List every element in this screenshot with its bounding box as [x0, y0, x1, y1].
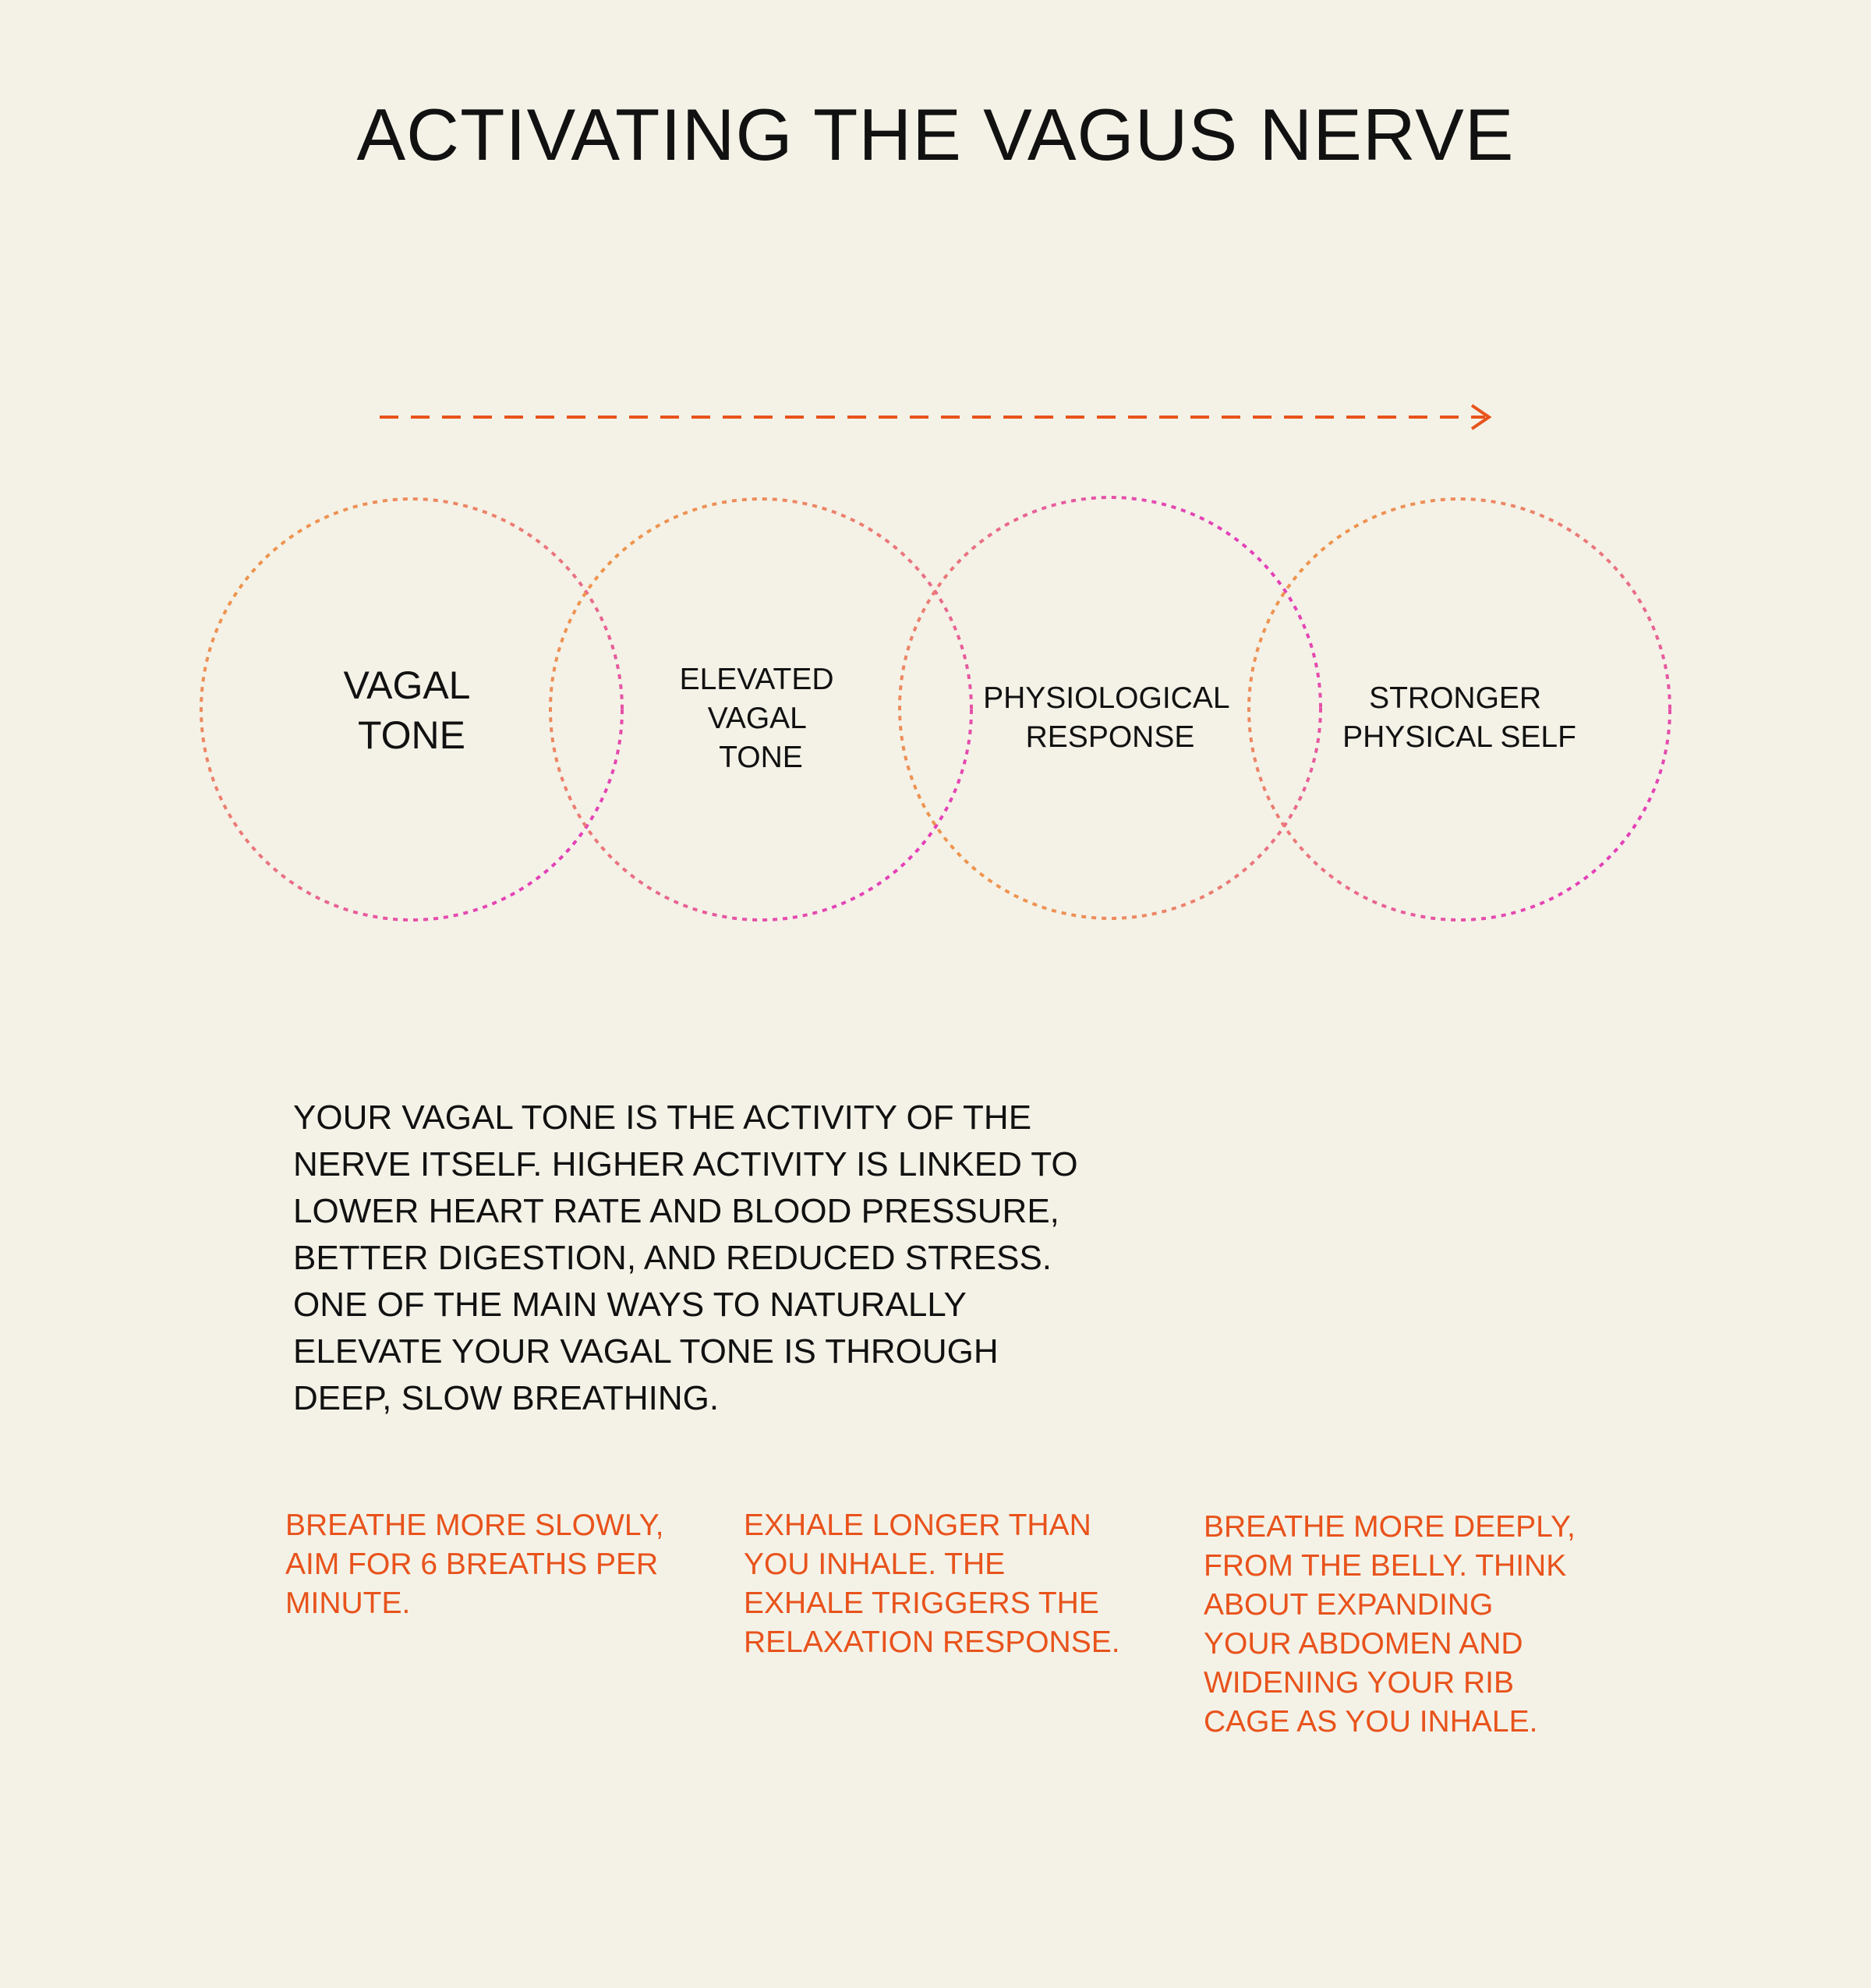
- stage-labels: [343, 663, 1576, 774]
- page-title: ACTIVATING THE VAGUS NERVE: [356, 94, 1515, 175]
- breathing-tip-deep: BREATHE MORE DEEPLY, FROM THE BELLY. THINK ABOUT EXPANDING YOUR ABDOMEN AND WIDENING YOUR RIB CAGE AS YOU INHALE.: [1204, 1510, 1576, 1739]
- stage-label-3-line-1: PHYSIOLOGICAL: [983, 681, 1229, 715]
- breathing-tip-slow: BREATHE MORE SLOWLY, AIM FOR 6 BREATHS PER MINUTE.: [285, 1509, 664, 1620]
- stage-label-2-line-2: VAGAL: [707, 702, 806, 735]
- stage-label-1: [343, 663, 479, 757]
- stage-label-1-line-1: VAGAL: [343, 663, 469, 707]
- stage-label-3: [983, 681, 1237, 754]
- breathing-tip-exhale: EXHALE LONGER THAN YOU INHALE. THE EXHALE TRIGGERS THE RELAXATION RESPONSE.: [744, 1509, 1120, 1659]
- stage-label-4-line-1: STRONGER: [1369, 681, 1542, 715]
- stage-label-3-line-2: RESPONSE: [1025, 720, 1195, 754]
- stage-label-2-line-1: ELEVATED: [679, 663, 834, 696]
- stage-label-2: [680, 663, 843, 774]
- progress-arrow: [380, 405, 1489, 429]
- stage-label-4: [1342, 681, 1576, 754]
- vagal-tone-description: YOUR VAGAL TONE IS THE ACTIVITY OF THE NERVE ITSELF. HIGHER ACTIVITY IS LINKED TO LOWER HEART RATE AND BLOOD PRESSURE, BETTER DIGESTION, AND REDUCED STRESS. ONE OF THE MAIN WAYS TO NATURALLY ELEVATE YOUR VAGAL TONE IS THROUGH DEEP, SLOW BREATHING.: [293, 1098, 1078, 1417]
- stage-label-1-line-2: TONE: [358, 713, 465, 757]
- stage-label-2-line-3: TONE: [719, 741, 803, 774]
- stage-label-4-line-2: PHYSICAL SELF: [1342, 720, 1576, 754]
- stage-circle-1: [201, 499, 622, 920]
